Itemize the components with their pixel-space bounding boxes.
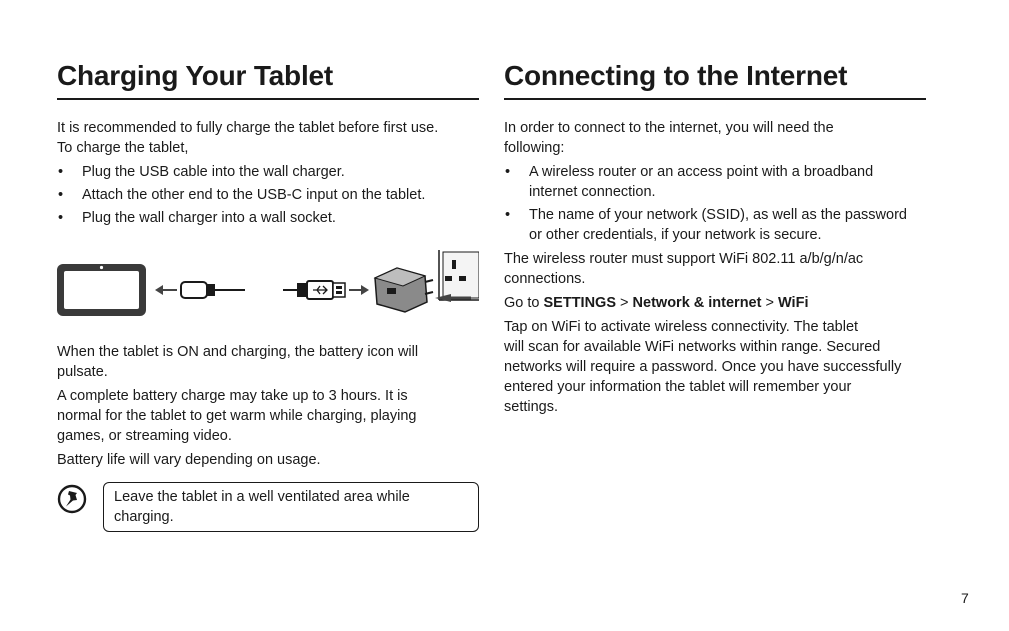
list-item: • The name of your network (SSID), as well as the password or other credentials, if your network is secure. (504, 205, 926, 245)
battery-pulse-text: When the tablet is ON and charging, the battery icon will pulsate. (57, 344, 419, 380)
tablet-icon (57, 264, 146, 316)
charge-time-text: A complete battery charge may take up to 3 hours. It is normal for the tablet to get warm while charging, playing games, or streaming video. (57, 388, 417, 444)
list-item: • Plug the USB cable into the wall charger. (57, 162, 479, 182)
charging-steps (57, 162, 479, 228)
internet-title: Connecting to the Internet (504, 58, 926, 100)
pushpin-icon (57, 484, 87, 514)
settings-label: SETTINGS (543, 295, 617, 311)
wifi-label: WiFi (778, 295, 809, 311)
router-support-text: The wireless router must support WiFi 802.11 a/b/g/n/ac connections. (504, 251, 864, 287)
page-number: 7 (961, 590, 969, 606)
internet-section (504, 58, 926, 421)
list-item: • Attach the other end to the USB-C input on the tablet. (57, 185, 479, 205)
internet-requirements (504, 162, 926, 245)
usb-a-plug-icon (283, 281, 345, 299)
wall-charger-icon (375, 268, 433, 312)
wifi-instructions: Tap on WiFi to activate wireless connectivity. The tablet will scan for available WiFi networks within range. Secured networks will require a password. Once you have successfully entered your information the tablet will remember your settings. (504, 319, 902, 415)
battery-life-text: Battery life will vary depending on usage. (57, 452, 321, 468)
ventilation-note (57, 482, 479, 534)
list-item: • Plug the wall charger into a wall socket. (57, 208, 479, 228)
wall-socket-icon (435, 250, 479, 302)
list-item: • A wireless router or an access point with a broadband internet connection. (504, 162, 926, 202)
charging-section (57, 58, 479, 534)
charging-intro: It is recommended to fully charge the tablet before first use. To charge the tablet, (57, 120, 439, 156)
internet-intro: In order to connect to the internet, you will need the following: (504, 120, 834, 156)
charging-title: Charging Your Tablet (57, 58, 479, 100)
usb-c-plug-icon (181, 282, 245, 298)
settings-path: Go to SETTINGS > Network & internet > WiFi (504, 295, 809, 311)
charging-illustration (57, 250, 479, 316)
note-box: Leave the tablet in a well ventilated area while charging. (103, 482, 479, 532)
network-label: Network & internet (632, 295, 762, 311)
